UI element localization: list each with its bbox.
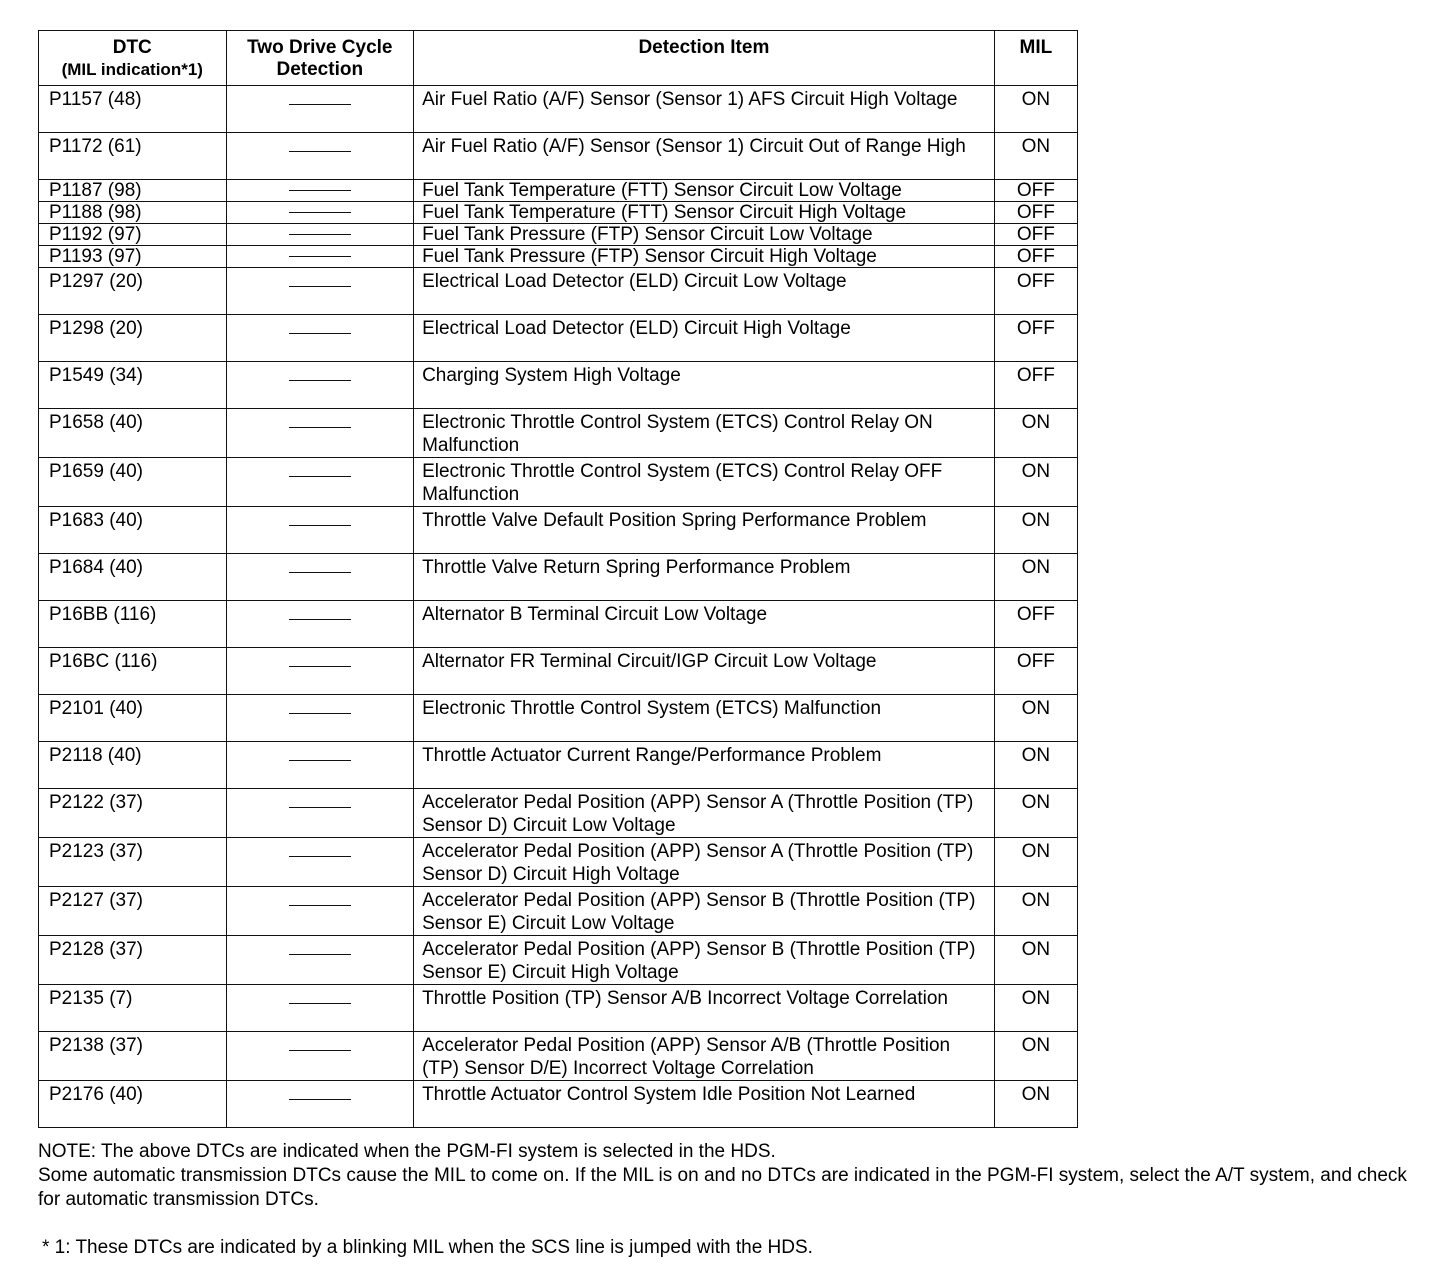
detection-item-cell: Air Fuel Ratio (A/F) Sensor (Sensor 1) Circuit Out of Range High xyxy=(414,133,995,180)
two-drive-cycle-cell xyxy=(226,936,414,985)
mil-cell: OFF xyxy=(994,362,1077,409)
mil-cell: ON xyxy=(994,409,1077,458)
dtc-code-cell: P1187 (98) xyxy=(39,180,227,202)
two-drive-cycle-cell xyxy=(226,648,414,695)
dash-mark xyxy=(289,619,351,620)
dash-mark xyxy=(289,807,351,808)
dash-mark xyxy=(289,286,351,287)
table-row xyxy=(39,224,1078,246)
detection-item-cell: Charging System High Voltage xyxy=(414,362,995,409)
dtc-code-cell: P2123 (37) xyxy=(39,838,227,887)
detection-item-cell: Air Fuel Ratio (A/F) Sensor (Sensor 1) AFS Circuit High Voltage xyxy=(414,86,995,133)
mil-cell: ON xyxy=(994,458,1077,507)
detection-item-cell: Alternator FR Terminal Circuit/IGP Circuit Low Voltage xyxy=(414,648,995,695)
two-drive-cycle-cell xyxy=(226,985,414,1032)
table-row xyxy=(39,202,1078,224)
dtc-code-cell: P2176 (40) xyxy=(39,1081,227,1128)
detection-item-cell: Electronic Throttle Control System (ETCS) Control Relay ON Malfunction xyxy=(414,409,995,458)
table-row xyxy=(39,507,1078,554)
table-row xyxy=(39,554,1078,601)
dtc-code-cell: P1193 (97) xyxy=(39,246,227,268)
dtc-table xyxy=(38,30,1078,1128)
detection-item-cell: Electronic Throttle Control System (ETCS) Malfunction xyxy=(414,695,995,742)
detection-item-cell: Accelerator Pedal Position (APP) Sensor B (Throttle Position (TP) Sensor E) Circuit Low Voltage xyxy=(414,887,995,936)
dtc-code-cell: P1157 (48) xyxy=(39,86,227,133)
table-row xyxy=(39,458,1078,507)
table-body xyxy=(39,86,1078,1128)
two-drive-cycle-cell xyxy=(226,362,414,409)
mil-cell: ON xyxy=(994,936,1077,985)
two-drive-cycle-cell xyxy=(226,268,414,315)
detection-item-cell: Fuel Tank Temperature (FTT) Sensor Circuit Low Voltage xyxy=(414,180,995,202)
header-dtc xyxy=(39,31,227,86)
dash-mark xyxy=(289,476,351,477)
mil-cell: ON xyxy=(994,133,1077,180)
dtc-code-cell: P1549 (34) xyxy=(39,362,227,409)
table-row xyxy=(39,742,1078,789)
dash-mark xyxy=(289,212,351,213)
dash-mark xyxy=(289,256,351,257)
dtc-code-cell: P2135 (7) xyxy=(39,985,227,1032)
table-row xyxy=(39,648,1078,695)
mil-cell: OFF xyxy=(994,648,1077,695)
mil-cell: OFF xyxy=(994,315,1077,362)
dtc-code-cell: P2128 (37) xyxy=(39,936,227,985)
mil-cell: ON xyxy=(994,1032,1077,1081)
dtc-code-cell: P1684 (40) xyxy=(39,554,227,601)
two-drive-cycle-cell xyxy=(226,887,414,936)
dtc-code-cell: P1298 (20) xyxy=(39,315,227,362)
dash-mark xyxy=(289,905,351,906)
two-drive-cycle-cell xyxy=(226,789,414,838)
mil-cell: ON xyxy=(994,838,1077,887)
dtc-code-cell: P16BC (116) xyxy=(39,648,227,695)
table-row xyxy=(39,985,1078,1032)
table-row xyxy=(39,246,1078,268)
dash-mark xyxy=(289,333,351,334)
dash-mark xyxy=(289,1003,351,1004)
two-drive-cycle-cell xyxy=(226,409,414,458)
mil-cell: ON xyxy=(994,742,1077,789)
header-dtc-sublabel: (MIL indication*1) xyxy=(61,60,203,79)
table-row xyxy=(39,838,1078,887)
mil-cell: OFF xyxy=(994,246,1077,268)
dtc-code-cell: P1659 (40) xyxy=(39,458,227,507)
detection-item-cell: Throttle Valve Default Position Spring Performance Problem xyxy=(414,507,995,554)
dash-mark xyxy=(289,151,351,152)
mil-cell: ON xyxy=(994,1081,1077,1128)
note-line-1: NOTE: The above DTCs are indicated when the PGM-FI system is selected in the HDS. xyxy=(38,1141,776,1162)
two-drive-cycle-cell xyxy=(226,315,414,362)
detection-item-cell: Accelerator Pedal Position (APP) Sensor B (Throttle Position (TP) Sensor E) Circuit High Voltage xyxy=(414,936,995,985)
two-drive-cycle-cell xyxy=(226,224,414,246)
table-row xyxy=(39,362,1078,409)
two-drive-cycle-cell xyxy=(226,1081,414,1128)
header-dtc-label: DTC xyxy=(112,37,152,58)
dtc-code-cell: P2138 (37) xyxy=(39,1032,227,1081)
table-row xyxy=(39,268,1078,315)
dtc-code-cell: P16BB (116) xyxy=(39,601,227,648)
dtc-code-cell: P1683 (40) xyxy=(39,507,227,554)
mil-cell: OFF xyxy=(994,180,1077,202)
table-row xyxy=(39,936,1078,985)
two-drive-cycle-cell xyxy=(226,458,414,507)
detection-item-cell: Throttle Actuator Control System Idle Position Not Learned xyxy=(414,1081,995,1128)
detection-item-cell: Electronic Throttle Control System (ETCS) Control Relay OFF Malfunction xyxy=(414,458,995,507)
mil-cell: ON xyxy=(994,86,1077,133)
dash-mark xyxy=(289,572,351,573)
detection-item-cell: Throttle Position (TP) Sensor A/B Incorrect Voltage Correlation xyxy=(414,985,995,1032)
detection-item-cell: Throttle Actuator Current Range/Performance Problem xyxy=(414,742,995,789)
notes xyxy=(38,1140,1408,1212)
header-two-drive-cycle-sublabel: Detection xyxy=(276,59,364,80)
mil-cell: OFF xyxy=(994,601,1077,648)
table-header xyxy=(39,31,1078,86)
dash-mark xyxy=(289,1099,351,1100)
dtc-code-cell: P1172 (61) xyxy=(39,133,227,180)
table-row xyxy=(39,315,1078,362)
two-drive-cycle-cell xyxy=(226,554,414,601)
mil-cell: ON xyxy=(994,507,1077,554)
mil-cell: OFF xyxy=(994,202,1077,224)
two-drive-cycle-cell xyxy=(226,601,414,648)
dash-mark xyxy=(289,713,351,714)
table-row xyxy=(39,789,1078,838)
dtc-code-cell: P2127 (37) xyxy=(39,887,227,936)
detection-item-cell: Throttle Valve Return Spring Performance Problem xyxy=(414,554,995,601)
table-row xyxy=(39,409,1078,458)
mil-cell: ON xyxy=(994,985,1077,1032)
table-row xyxy=(39,1081,1078,1128)
mil-cell: OFF xyxy=(994,268,1077,315)
dash-mark xyxy=(289,104,351,105)
detection-item-cell: Accelerator Pedal Position (APP) Sensor A/B (Throttle Position (TP) Sensor D/E) Incorrect Voltage Correlation xyxy=(414,1032,995,1081)
table-row xyxy=(39,133,1078,180)
dtc-code-cell: P2101 (40) xyxy=(39,695,227,742)
mil-cell: OFF xyxy=(994,224,1077,246)
detection-item-cell: Accelerator Pedal Position (APP) Sensor A (Throttle Position (TP) Sensor D) Circuit Low Voltage xyxy=(414,789,995,838)
mil-cell: ON xyxy=(994,695,1077,742)
dash-mark xyxy=(289,1050,351,1051)
dash-mark xyxy=(289,760,351,761)
mil-cell: ON xyxy=(994,887,1077,936)
dash-mark xyxy=(289,427,351,428)
note-line-2: Some automatic transmission DTCs cause the MIL to come on. If the MIL is on and no DTCs are indicated in the PGM-FI system, select the A/T system, and check for automatic transmission DTCs. xyxy=(38,1165,1407,1210)
table-row xyxy=(39,1032,1078,1081)
two-drive-cycle-cell xyxy=(226,246,414,268)
header-row xyxy=(39,31,1078,86)
table-row xyxy=(39,86,1078,133)
detection-item-cell: Fuel Tank Pressure (FTP) Sensor Circuit Low Voltage xyxy=(414,224,995,246)
detection-item-cell: Electrical Load Detector (ELD) Circuit Low Voltage xyxy=(414,268,995,315)
table-row xyxy=(39,695,1078,742)
two-drive-cycle-cell xyxy=(226,695,414,742)
header-two-drive-cycle xyxy=(226,31,414,86)
table-row xyxy=(39,601,1078,648)
detection-item-cell: Electrical Load Detector (ELD) Circuit High Voltage xyxy=(414,315,995,362)
table-row xyxy=(39,887,1078,936)
two-drive-cycle-cell xyxy=(226,507,414,554)
dtc-code-cell: P2122 (37) xyxy=(39,789,227,838)
detection-item-cell: Alternator B Terminal Circuit Low Voltage xyxy=(414,601,995,648)
header-mil: MIL xyxy=(994,31,1077,86)
dash-mark xyxy=(289,380,351,381)
dtc-code-cell: P1297 (20) xyxy=(39,268,227,315)
detection-item-cell: Fuel Tank Pressure (FTP) Sensor Circuit High Voltage xyxy=(414,246,995,268)
table-row xyxy=(39,180,1078,202)
dtc-code-cell: P2118 (40) xyxy=(39,742,227,789)
two-drive-cycle-cell xyxy=(226,133,414,180)
mil-cell: ON xyxy=(994,554,1077,601)
dash-mark xyxy=(289,856,351,857)
dash-mark xyxy=(289,234,351,235)
detection-item-cell: Fuel Tank Temperature (FTT) Sensor Circuit High Voltage xyxy=(414,202,995,224)
dtc-code-cell: P1188 (98) xyxy=(39,202,227,224)
footnote: * 1: These DTCs are indicated by a blinking MIL when the SCS line is jumped with the HDS. xyxy=(42,1237,813,1258)
dash-mark xyxy=(289,954,351,955)
header-detection-item: Detection Item xyxy=(414,31,995,86)
dash-mark xyxy=(289,190,351,191)
two-drive-cycle-cell xyxy=(226,86,414,133)
two-drive-cycle-cell xyxy=(226,742,414,789)
dtc-code-cell: P1658 (40) xyxy=(39,409,227,458)
header-two-drive-cycle-label: Two Drive Cycle xyxy=(247,37,393,58)
two-drive-cycle-cell xyxy=(226,1032,414,1081)
dash-mark xyxy=(289,666,351,667)
detection-item-cell: Accelerator Pedal Position (APP) Sensor A (Throttle Position (TP) Sensor D) Circuit High Voltage xyxy=(414,838,995,887)
dash-mark xyxy=(289,525,351,526)
two-drive-cycle-cell xyxy=(226,838,414,887)
mil-cell: ON xyxy=(994,789,1077,838)
two-drive-cycle-cell xyxy=(226,180,414,202)
dtc-code-cell: P1192 (97) xyxy=(39,224,227,246)
two-drive-cycle-cell xyxy=(226,202,414,224)
